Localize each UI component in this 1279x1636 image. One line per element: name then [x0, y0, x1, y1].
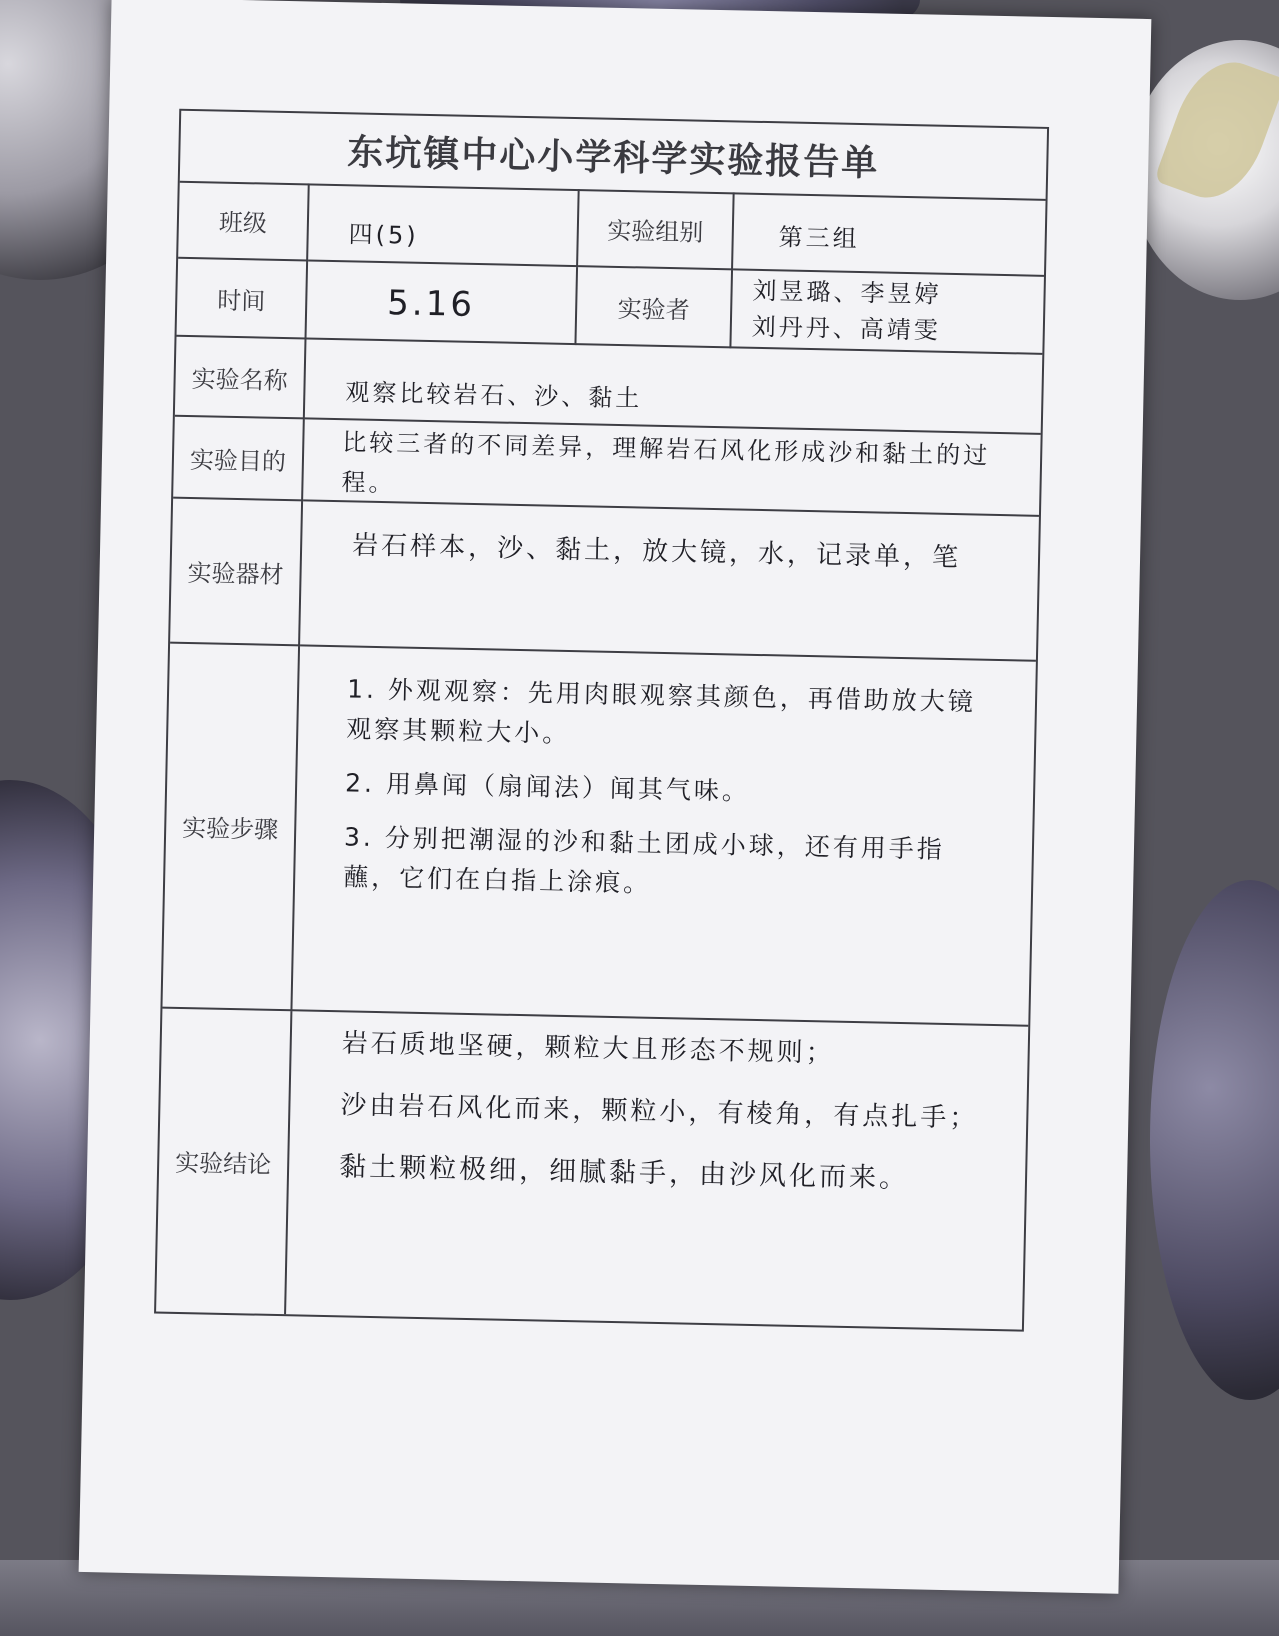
class-label: 班级 [178, 181, 310, 262]
group-label: 实验组别 [578, 189, 735, 270]
conclusion-value [286, 1011, 1028, 1329]
conclusion-item: 岩石质地坚硬，颗粒大且形态不规则； [341, 1028, 835, 1069]
report-paper [79, 0, 1152, 1594]
step-item: 3. 分别把潮湿的沙和黏土团成小球，还有用手指蘸，它们在白指上涂痕。 [342, 822, 946, 898]
report-table [154, 109, 1049, 1332]
conclusion-item: 沙由岩石风化而来，颗粒小，有棱角，有点扎手； [340, 1090, 979, 1134]
report-title: 东坑镇中心小学科学实验报告单 [180, 111, 1047, 201]
name-value: 观察比较岩石、沙、黏土 [305, 339, 1043, 434]
time-label: 时间 [177, 259, 309, 340]
step-item: 2. 用鼻闻（扇闻法）闻其气味。 [344, 768, 751, 806]
conclusion-item: 黏土颗粒极细，细腻黏手，由沙风化而来。 [338, 1151, 910, 1195]
materials-value: 岩石样本，沙、黏土，放大镜，水，记录单，笔 [300, 501, 1039, 661]
experimenter-value [731, 270, 1044, 354]
step-item: 1. 外观观察：先用肉眼观察其颜色，再借助放大镜观察其颗粒大小。 [346, 674, 977, 749]
time-value: 5.16 [306, 261, 578, 345]
materials-label: 实验器材 [170, 499, 303, 647]
experimenter-label: 实验者 [576, 267, 733, 348]
purpose-value: 比较三者的不同差异，理解岩石风化形成沙和黏土的过程。 [303, 419, 1041, 516]
group-value: 第三组 [733, 192, 1046, 276]
steps-label: 实验步骤 [162, 644, 300, 1012]
class-value: 四(5) [308, 183, 580, 267]
name-label: 实验名称 [175, 337, 307, 420]
experimenters-line-2: 刘丹丹、高靖雯 [751, 312, 942, 345]
background-flower [1150, 880, 1279, 1400]
conclusion-label: 实验结论 [156, 1009, 292, 1315]
purpose-label: 实验目的 [173, 417, 305, 502]
steps-value [292, 646, 1035, 1026]
experimenters-line-1: 刘昱璐、李昱婷 [752, 276, 942, 309]
